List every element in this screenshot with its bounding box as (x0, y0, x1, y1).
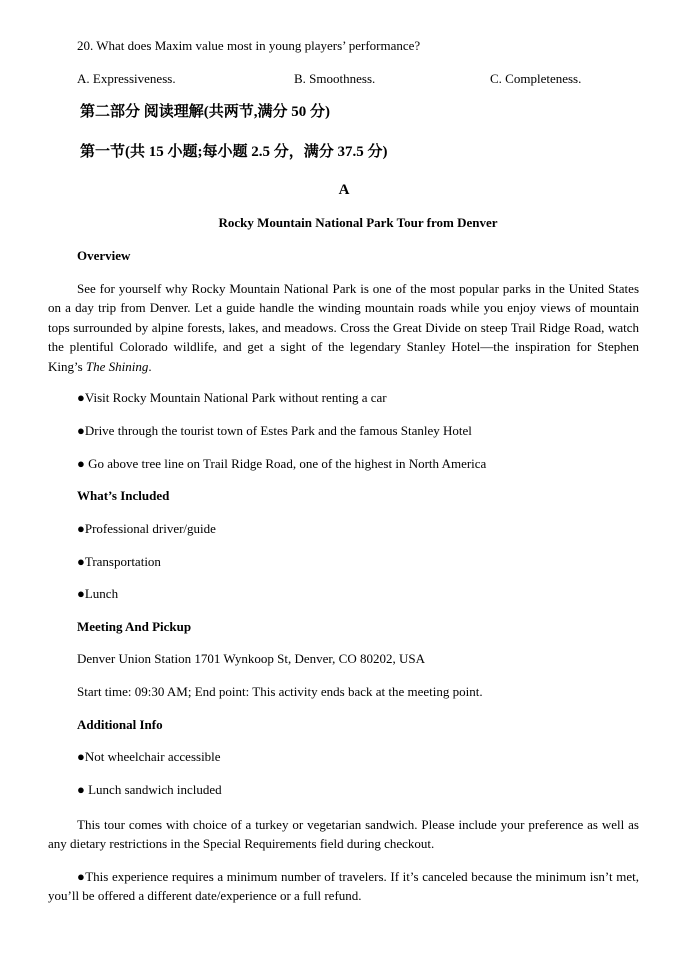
part-heading: 第二部分 阅读理解(共两节,满分 50 分) (80, 104, 330, 120)
overview-bullet: ●Drive through the tourist town of Estes Park and the famous Stanley Hotel (77, 423, 472, 438)
additional-item: ●Not wheelchair accessible (77, 749, 221, 764)
additional-heading: Additional Info (77, 717, 163, 732)
option-c: C. Completeness. (490, 71, 582, 86)
option-b: B. Smoothness. (294, 71, 376, 86)
overview-bullet: ●Visit Rocky Mountain National Park without renting a car (77, 390, 387, 405)
passage-title: Rocky Mountain National Park Tour from Denver (218, 215, 498, 230)
option-a: A. Expressiveness. (77, 71, 176, 86)
included-item: ●Transportation (77, 554, 161, 569)
included-item: ●Lunch (77, 586, 119, 601)
additional-item: ● Lunch sandwich included (77, 782, 222, 797)
included-item: ●Professional driver/guide (77, 521, 216, 536)
overview-text: See for yourself why Rocky Mountain National Park is one of the most popular parks in the United States on a day trip from Denver. Let a guide handle the winding mountain roads while you enjoy views of mountain tops surrounded by alpine forests, lakes, and meadows. Cross the Great Divide on steep Trail Ridge Road, watch the plentiful Colorado wildlife, and get a sight of the legendary Stanley Hotel—the inspiration for Stephen King’s (48, 281, 639, 374)
lunch-note: This tour comes with choice of a turkey or vegetarian sandwich. Please include your preference as well as any dietary restrictions in the Special Requirements field during checkout. (48, 817, 639, 852)
overview-paragraph (48, 279, 639, 376)
meeting-time: Start time: 09:30 AM; End point: This activity ends back at the meeting point. (77, 684, 483, 699)
minimum-note: ●This experience requires a minimum number of travelers. If it’s canceled because the minimum isn’t met, you’ll be offered a different date/experience or a full refund. (48, 869, 639, 904)
included-heading: What’s Included (77, 488, 170, 503)
meeting-heading: Meeting And Pickup (77, 619, 192, 634)
overview-heading: Overview (77, 248, 131, 263)
subsection-heading: 第一节(共 15 小题;每小题 2.5 分，满分 37.5 分) (80, 144, 388, 160)
question-stem: 20. What does Maxim value most in young players’ performance? (77, 38, 421, 53)
overview-end: . (148, 358, 152, 374)
book-title: The Shining (85, 358, 149, 374)
meeting-address: Denver Union Station 1701 Wynkoop St, Denver, CO 80202, USA (77, 651, 425, 666)
passage-letter: A (338, 182, 350, 198)
overview-bullet: ● Go above tree line on Trail Ridge Road, one of the highest in North America (77, 456, 487, 471)
